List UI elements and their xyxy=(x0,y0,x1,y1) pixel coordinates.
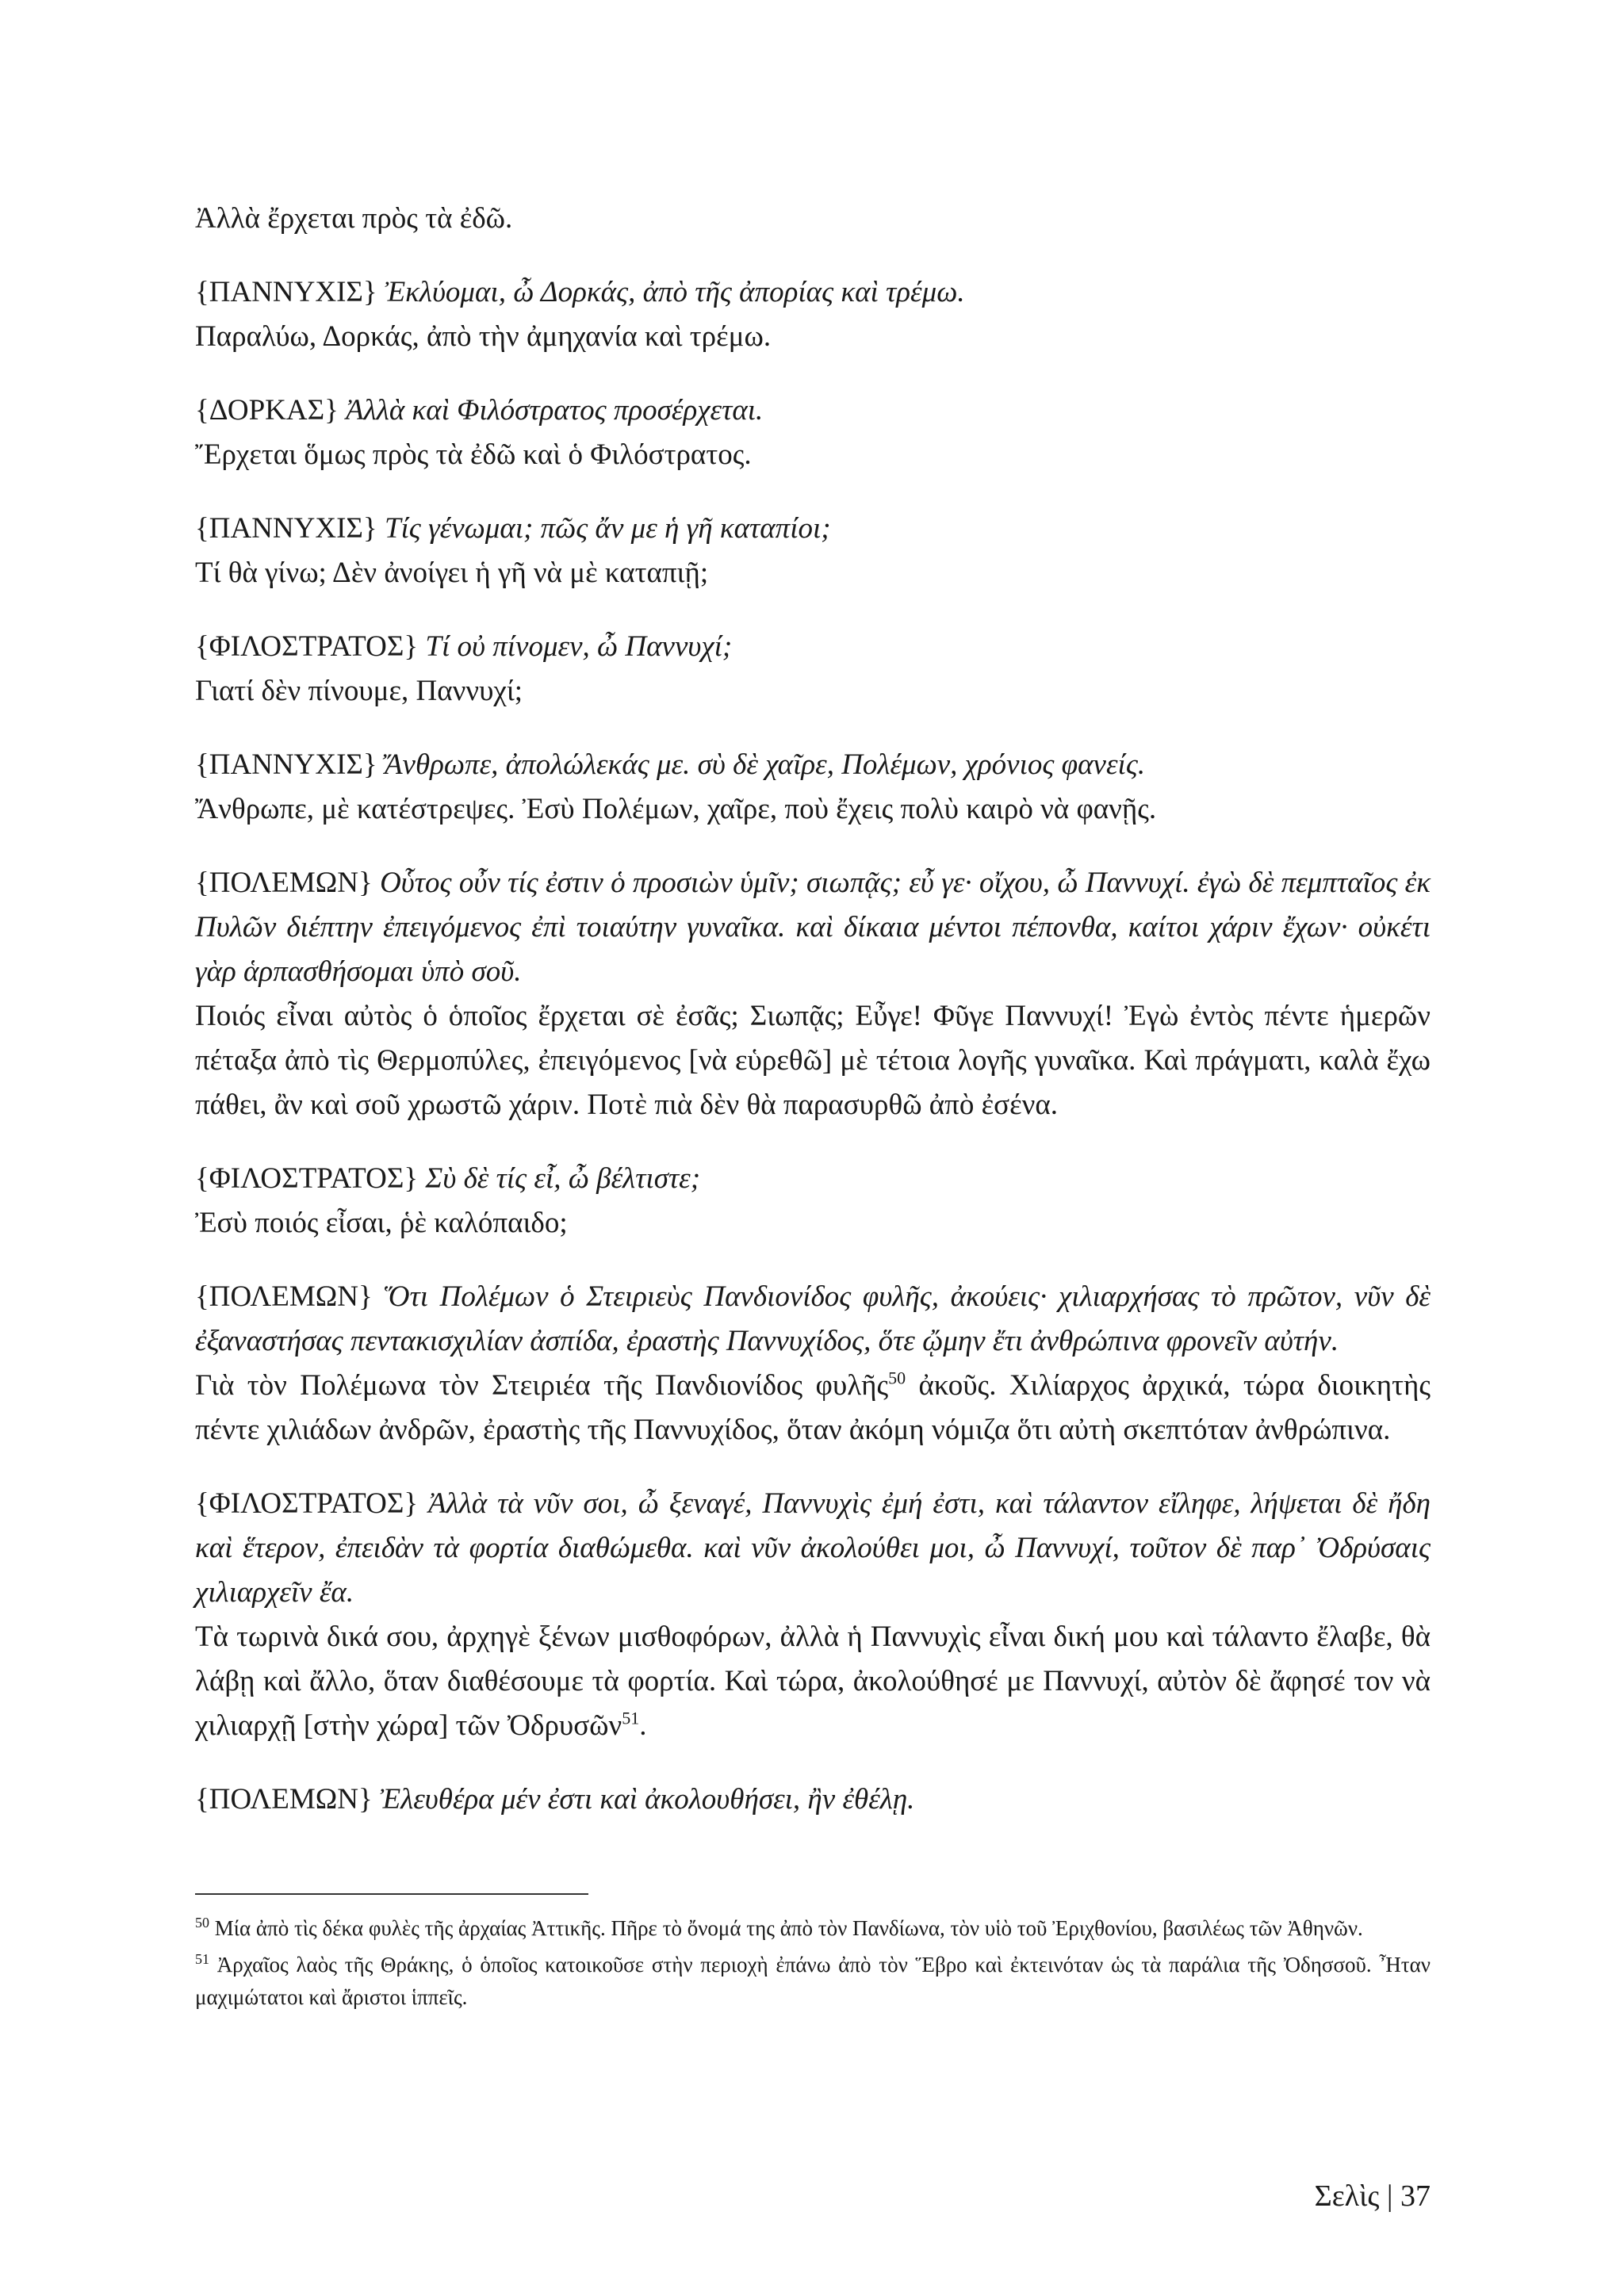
dialogue-7 xyxy=(195,1157,1431,1246)
footnote-ref-50[interactable]: 50 xyxy=(888,1368,906,1388)
ancient-text: Σὺ δὲ τίς εἶ, ὦ βέλτιστε; xyxy=(425,1162,701,1195)
ancient-text: Ἄνθρωπε, ἀπολώλεκάς με. σὺ δὲ χαῖρε, Πολέμων, χρόνιος φανείς. xyxy=(384,748,1146,781)
speaker-label: {ΠΑΝΝΥΧΙΣ} xyxy=(195,748,377,781)
dialogue-3 xyxy=(195,507,1431,595)
ancient-text: Ὅτι Πολέμων ὁ Στειριεὺς Πανδιονίδος φυλῆς, ἀκούεις· χιλιαρχήσας τὸ πρῶτον, νῦν δὲ ἐξαναστήσας πεντακισχιλίαν ἀσπίδα, ἐραστὴς Παννυχίδος, ὅτε ᾤμην ἔτι ἀνθρώπινα φρονεῖν αὐτήν. xyxy=(195,1280,1431,1357)
footnote-number: 51 xyxy=(195,1951,209,1967)
modern-text: Ἔρχεται ὅμως πρὸς τὰ ἐδῶ καὶ ὁ Φιλόστρατος. xyxy=(195,438,752,471)
ancient-text: Ἀλλὰ τὰ νῦν σοι, ὦ ξεναγέ, Παννυχὶς ἐμή ἐστι, καὶ τάλαντον εἴληφε, λήψεται δὲ ἤδη καὶ ἕτερον, ἐπειδὰν τὰ φορτία διαθώμεθα. καὶ νῦν ἀκολούθει μοι, ὦ Παννυχί, τοῦτον δὲ παρ᾽ Ὀδρύσαις χιλιαρχεῖν ἔα. xyxy=(195,1487,1431,1609)
ancient-text: Τίς γένωμαι; πῶς ἄν με ἡ γῆ καταπίοι; xyxy=(384,512,831,545)
ancient-text: Οὗτος οὖν τίς ἐστιν ὁ προσιὼν ὑμῖν; σιωπᾷς; εὖ γε· οἴχου, ὦ Παννυχί. ἐγὼ δὲ πεμπταῖος ἐκ Πυλῶν διέπτην ἐπειγόμενος ἐπὶ τοιαύτην γυναῖκα. καὶ δίκαια μέντοι πέπονθα, καίτοι χάριν ἔχων· οὐκέτι γὰρ ἁρπασθήσομαι ὑπὸ σοῦ. xyxy=(195,867,1431,988)
dialogue-6 xyxy=(195,861,1431,1127)
footnote-text: Μία ἀπὸ τὶς δέκα φυλὲς τῆς ἀρχαίας Ἀττικῆς. Πῆρε τὸ ὄνομά της ἀπὸ τὸν Πανδίωνα, τὸν υἱὸ τοῦ Ἐριχθονίου, βασιλέως τῶν Ἀθηνῶν. xyxy=(209,1916,1363,1940)
footnote-ref-51[interactable]: 51 xyxy=(622,1708,640,1728)
modern-text: Γιατί δὲν πίνουμε, Παννυχί; xyxy=(195,675,523,707)
modern-text: Τὰ τωρινὰ δικά σου, ἀρχηγὲ ξένων μισθοφόρων, ἀλλὰ ἡ Παννυχὶς εἶναι δική μου καὶ τάλαντο ἔλαβε, θὰ λάβῃ καὶ ἄλλο, ὅταν διαθέσουμε τὰ φορτία. Καὶ τώρα, ἀκολούθησέ με Παννυχί, αὐτὸν δὲ ἄφησέ τον νὰ χιλιαρχῇ [στὴν χώρα] τῶν Ὀδρυσῶν$^{51}$. xyxy=(195,1621,1431,1742)
page-number: Σελὶς | 37 xyxy=(1314,2179,1431,2213)
dialogue-5 xyxy=(195,743,1431,832)
speaker-label: {ΠΟΛΕΜΩΝ} xyxy=(195,867,373,899)
dialogue-1 xyxy=(195,270,1431,359)
speaker-label: {ΦΙΛΟΣΤΡΑΤΟΣ} xyxy=(195,1487,419,1520)
paragraph-0 xyxy=(195,197,1431,241)
speaker-label: {ΦΙΛΟΣΤΡΑΤΟΣ} xyxy=(195,630,419,663)
speaker-label: {ΠΑΝΝΥΧΙΣ} xyxy=(195,512,377,545)
speaker-label: {ΦΙΛΟΣΤΡΑΤΟΣ} xyxy=(195,1162,419,1195)
footnote-50 xyxy=(195,1912,1431,1945)
speaker-label: {ΔΟΡΚΑΣ} xyxy=(195,394,339,427)
footnotes xyxy=(195,1893,1431,2018)
modern-text: Γιὰ τὸν Πολέμωνα τὸν Στειριέα τῆς Πανδιονίδος φυλῆς$^{50}$ ἀκοῦς. Χιλίαρχος ἀρχικά, τώρα διοικητὴς πέντε χιλιάδων ἀνδρῶν, ἐραστὴς τῆς Παννυχίδος, ὅταν ἀκόμη νόμιζα ὅτι αὐτὴ σκεπτόταν ἀνθρώπινα. xyxy=(195,1368,1431,1446)
speaker-label: {ΠΟΛΕΜΩΝ} xyxy=(195,1280,373,1313)
modern-line: Ἀλλὰ ἔρχεται πρὸς τὰ ἐδῶ. xyxy=(195,202,513,235)
dialogue-8 xyxy=(195,1275,1431,1452)
footnote-text: Ἀρχαῖος λαὸς τῆς Θράκης, ὁ ὁποῖος κατοικοῦσε στὴν περιοχὴ ἐπάνω ἀπὸ τὸν Ἕβρο καὶ ἐκτεινόταν ὡς τὰ παράλια τῆς Ὀδησσοῦ. Ἦταν μαχιμώτατοι καὶ ἄριστοι ἱππεῖς. xyxy=(195,1953,1431,2009)
modern-text: Ἄνθρωπε, μὲ κατέστρεψες. Ἐσὺ Πολέμων, χαῖρε, ποὺ ἔχεις πολὺ καιρὸ νὰ φανῇς. xyxy=(195,793,1157,825)
ancient-text: Τί οὐ πίνομεν, ὦ Παννυχί; xyxy=(425,630,733,663)
footnote-number: 50 xyxy=(195,1915,209,1931)
modern-text: Παραλύω, Δορκάς, ἀπὸ τὴν ἀμηχανία καὶ τρέμω. xyxy=(195,320,772,353)
ancient-text: Ἐκλύομαι, ὦ Δορκάς, ἀπὸ τῆς ἀπορίας καὶ τρέμω. xyxy=(384,276,965,308)
speaker-label: {ΠΑΝΝΥΧΙΣ} xyxy=(195,276,377,308)
dialogue-2 xyxy=(195,388,1431,477)
footnote-51 xyxy=(195,1949,1431,2014)
ancient-text: Ἀλλὰ καὶ Φιλόστρατος προσέρχεται. xyxy=(346,394,764,427)
dialogue-4 xyxy=(195,625,1431,714)
modern-text: Τί θὰ γίνω; Δὲν ἀνοίγει ἡ γῆ νὰ μὲ καταπιῇ; xyxy=(195,557,709,589)
modern-text: Ποιός εἶναι αὐτὸς ὁ ὁποῖος ἔρχεται σὲ ἐσᾶς; Σιωπᾷς; Εὖγε! Φῦγε Παννυχί! Ἐγὼ ἐντὸς πέντε ἡμερῶν πέταξα ἀπὸ τὶς Θερμοπύλες, ἐπειγόμενος [νὰ εὑρεθῶ] μὲ τέτοια λογῆς γυναῖκα. Καὶ πράγματι, καλὰ ἔχω πάθει, ἂν καὶ σοῦ χρωστῶ χάριν. Ποτὲ πιὰ δὲν θὰ παρασυρθῶ ἀπὸ ἐσένα. xyxy=(195,1000,1431,1121)
dialogue-9 xyxy=(195,1482,1431,1748)
modern-text: Ἐσὺ ποιός εἶσαι, ῥὲ καλόπαιδο; xyxy=(195,1207,568,1239)
main-text xyxy=(195,197,1431,1851)
footnote-divider xyxy=(195,1893,588,1895)
speaker-label: {ΠΟΛΕΜΩΝ} xyxy=(195,1783,373,1816)
dialogue-10 xyxy=(195,1777,1431,1822)
ancient-text: Ἐλευθέρα μέν ἐστι καὶ ἀκολουθήσει, ἢν ἐθέλῃ. xyxy=(379,1783,915,1816)
